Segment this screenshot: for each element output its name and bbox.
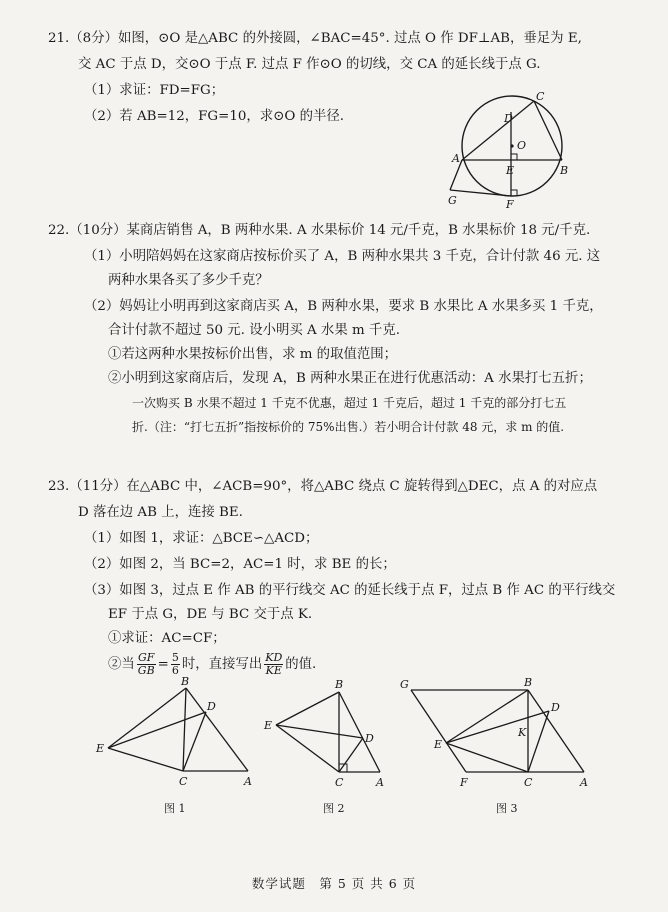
q23-sub2-middle: 时，直接写出 <box>181 657 263 672</box>
fig2-label-d: D <box>365 732 374 745</box>
q23-sub2-suffix: 的值. <box>285 657 317 672</box>
q23-part3-line2: EF 于点 G，DE 与 BC 交于点 K. <box>108 607 313 622</box>
fig2-label-b: B <box>335 678 344 691</box>
segment-gf <box>450 190 511 196</box>
q23-figure-3 <box>395 672 605 797</box>
fig3-label-f: F <box>460 776 468 789</box>
fig1-label-b: B <box>181 675 190 688</box>
fig3-label-a: A <box>580 776 588 789</box>
q23-stem-line2: D 落在边 AB 上，连接 BE. <box>78 505 243 520</box>
q21-part2: （2）若 AB=12，FG=10，求⊙O 的半径. <box>84 109 345 124</box>
fig3-label-g: G <box>400 678 409 691</box>
q23-sub2-prefix: ②当 <box>108 657 135 672</box>
label-a: A <box>452 152 460 165</box>
q21-figure <box>440 90 600 210</box>
q22-part1-line1: （1）小明陪妈妈在这家商店按标价买了 A，B 两种水果共 3 千克，合计付款 46 元. 这 <box>84 249 601 264</box>
fig2-label-a: A <box>376 776 384 789</box>
q22-sub2-line2: 一次购买 B 水果不超过 1 千克不优惠，超过 1 千克后，超过 1 千克的部分打七五 <box>132 396 567 410</box>
fraction-gf-gb: $\frac{GF}{GB}$ <box>137 651 155 677</box>
caption-figure-3: 图 3 <box>496 802 518 815</box>
fig1-label-c: C <box>179 775 188 788</box>
label-f: F <box>506 198 514 211</box>
q21-stem-line1: 21.（8分）如图，⊙O 是△ABC 的外接圆，∠BAC=45°. 过点 O 作 DF⊥AB，垂足为 E, <box>48 31 582 46</box>
caption-figure-2: 图 2 <box>323 802 345 815</box>
page-footer: 数学试题 第 5 页 共 6 页 <box>251 876 417 891</box>
fig3-label-k: K <box>518 726 527 739</box>
q22-part1-line2: 两种水果各买了多少千克？ <box>108 273 269 288</box>
q23-figure-2 <box>262 672 392 797</box>
q23-stem-line1: 23.（11分）在△ABC 中，∠ACB=90°，将△ABC 绕点 C 旋转得到△DEC，点 A 的对应点 <box>48 479 598 494</box>
fig1-label-a: A <box>244 775 252 788</box>
q22-sub2-line3: 折.（注：“打七五折”指按标价的 75%出售.）若小明合计付款 48 元，求 m 的值. <box>132 420 565 434</box>
q22-part2-line2: 合计付款不超过 50 元. 设小明买 A 水果 m 千克. <box>108 323 400 338</box>
label-d: D <box>504 112 513 125</box>
q22-sub1: ①若这两种水果按标价出售，求 m 的取值范围； <box>108 347 398 362</box>
q23-part1: （1）如图 1，求证：△BCE∽△ACD； <box>84 531 319 546</box>
q23-part3-line1: （3）如图 3，过点 E 作 AB 的平行线交 AC 的延长线于点 F，过点 B 作 AC 的平行线交 <box>84 583 616 598</box>
fraction-kd-ke: $\frac{KD}{KE}$ <box>265 651 283 677</box>
segment-bc <box>534 101 562 160</box>
fig3-label-e: E <box>434 738 443 751</box>
q21-stem-line2: 交 AC 于点 D，交⊙O 于点 F. 过点 F 作⊙O 的切线，交 CA 的延长线于点 G. <box>78 57 541 72</box>
q23-part2: （2）如图 2，当 BC=2，AC=1 时，求 BE 的长； <box>84 557 396 572</box>
fig1-label-e: E <box>96 742 105 755</box>
label-e: E <box>506 164 515 177</box>
label-o: O <box>517 139 527 152</box>
label-g: G <box>448 194 457 207</box>
q22-stem: 22.（10分）某商店销售 A，B 两种水果. A 水果标价 14 元/千克，B 水果标价 18 元/千克. <box>48 223 591 238</box>
q23-figure-1 <box>95 670 260 795</box>
label-c: C <box>536 90 545 103</box>
caption-figure-1: 图 1 <box>164 802 186 815</box>
fig3-label-b: B <box>524 676 533 689</box>
equals-sign: = <box>157 657 169 672</box>
fig2-label-e: E <box>264 719 273 732</box>
q22-sub2-line1: ②小明到这家商店后，发现 A，B 两种水果正在进行优惠活动：A 水果打七五折； <box>108 371 592 386</box>
q22-part2-line1: （2）妈妈让小明再到这家商店买 A，B 两种水果，要求 B 水果比 A 水果多买 1 千克， <box>84 299 603 314</box>
label-b: B <box>560 164 569 177</box>
fig3-label-d: D <box>551 701 560 714</box>
q23-sub1: ①求证：AC=CF； <box>108 631 226 646</box>
fig3-label-c: C <box>524 776 533 789</box>
q21-part1: （1）求证：FD=FG； <box>84 83 225 98</box>
fraction-5-6: $\frac{5}{6}$ <box>171 651 179 677</box>
fig1-label-d: D <box>207 700 216 713</box>
fig2-label-c: C <box>335 776 344 789</box>
